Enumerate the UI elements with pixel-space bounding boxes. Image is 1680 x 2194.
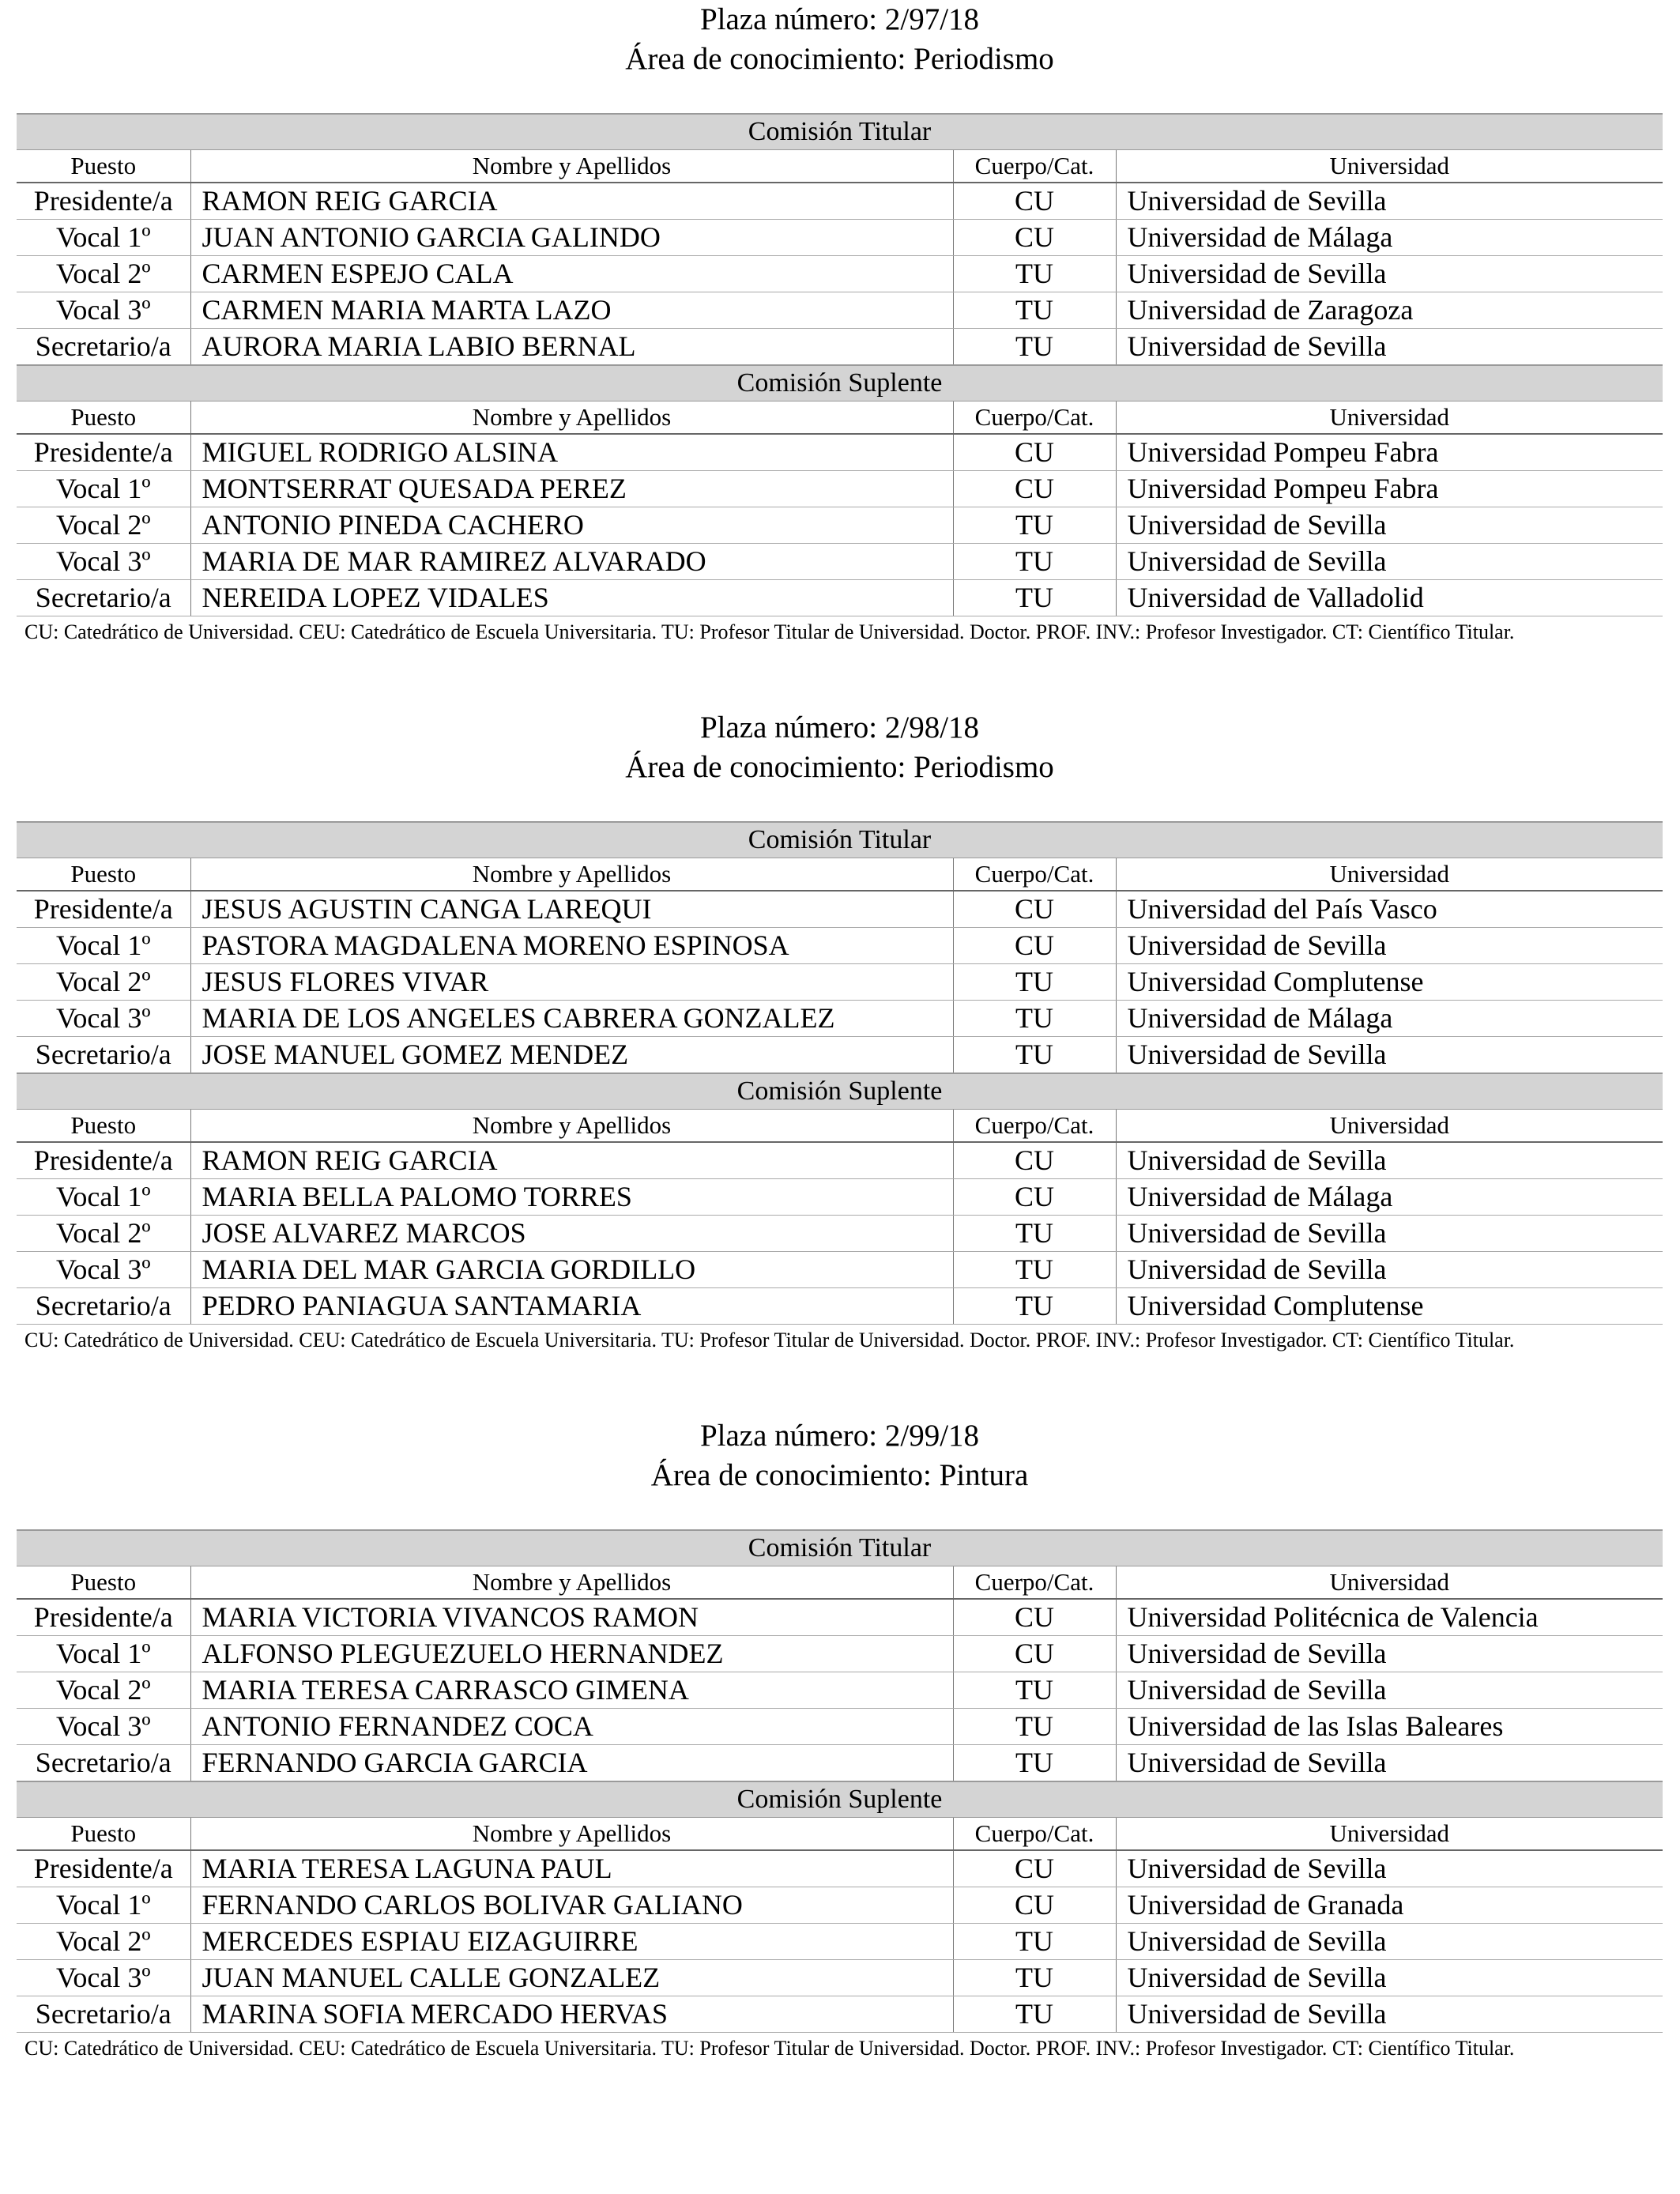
table-row <box>17 1037 1663 1074</box>
cell-puesto: Vocal 3º <box>17 544 190 580</box>
cell-universidad: Universidad Complutense <box>1116 1288 1663 1325</box>
cell-universidad: Universidad de Málaga <box>1116 1179 1663 1216</box>
cell-universidad: Universidad de Sevilla <box>1116 256 1663 292</box>
cell-universidad: Universidad de las Islas Baleares <box>1116 1709 1663 1745</box>
cell-universidad: Universidad del País Vasco <box>1116 891 1663 928</box>
table-row <box>17 1252 1663 1288</box>
cell-nombre: RAMON REIG GARCIA <box>190 183 953 220</box>
cell-puesto: Vocal 2º <box>17 1672 190 1709</box>
cell-nombre: JOSE ALVAREZ MARCOS <box>190 1216 953 1252</box>
commission-table <box>17 1529 1663 2033</box>
table-row <box>17 891 1663 928</box>
cell-puesto: Vocal 2º <box>17 1924 190 1960</box>
cell-universidad: Universidad de Sevilla <box>1116 1142 1663 1179</box>
header-nombre: Nombre y Apellidos <box>190 1566 953 1600</box>
cell-nombre: MERCEDES ESPIAU EIZAGUIRRE <box>190 1924 953 1960</box>
cell-puesto: Vocal 3º <box>17 1960 190 1996</box>
cell-puesto: Vocal 3º <box>17 1709 190 1745</box>
cell-cuerpo: TU <box>953 1001 1116 1037</box>
header-cuerpo: Cuerpo/Cat. <box>953 150 1116 183</box>
cell-puesto: Secretario/a <box>17 1037 190 1074</box>
cell-cuerpo: CU <box>953 183 1116 220</box>
cell-nombre: MARIA TERESA LAGUNA PAUL <box>190 1850 953 1887</box>
cell-puesto: Presidente/a <box>17 891 190 928</box>
cell-nombre: ANTONIO FERNANDEZ COCA <box>190 1709 953 1745</box>
cell-cuerpo: TU <box>953 1288 1116 1325</box>
cell-nombre: JOSE MANUEL GOMEZ MENDEZ <box>190 1037 953 1074</box>
cell-cuerpo: TU <box>953 1672 1116 1709</box>
cell-cuerpo: TU <box>953 1252 1116 1288</box>
cell-puesto: Vocal 3º <box>17 1252 190 1288</box>
document <box>17 0 1663 2124</box>
cell-cuerpo: TU <box>953 1996 1116 2033</box>
header-cuerpo: Cuerpo/Cat. <box>953 1818 1116 1851</box>
table-row <box>17 964 1663 1001</box>
column-header-row <box>17 1566 1663 1600</box>
header-puesto: Puesto <box>17 1818 190 1851</box>
cell-puesto: Vocal 2º <box>17 256 190 292</box>
footnote-abbreviations: CU: Catedrático de Universidad. CEU: Catedrático de Escuela Universitaria. TU: Profesor Titular de Universidad. Doctor. PROF. INV.: Profesor Investigador. CT: Científico Titular. <box>24 1329 1515 1351</box>
table-row <box>17 256 1663 292</box>
suplente-commission-label: Comisión Suplente <box>17 1073 1663 1110</box>
cell-universidad: Universidad de Sevilla <box>1116 1960 1663 1996</box>
cell-cuerpo: CU <box>953 1142 1116 1179</box>
header-universidad: Universidad <box>1116 1818 1663 1851</box>
titular-commission-label: Comisión Titular <box>17 114 1663 150</box>
cell-universidad: Universidad de Sevilla <box>1116 1745 1663 1782</box>
table-row <box>17 1960 1663 1996</box>
table-row <box>17 1887 1663 1924</box>
cell-universidad: Universidad de Sevilla <box>1116 1037 1663 1074</box>
plaza-number: Plaza número: 2/97/18 <box>699 2 980 36</box>
column-header-row <box>17 1110 1663 1143</box>
cell-cuerpo: CU <box>953 1636 1116 1672</box>
table-row <box>17 292 1663 329</box>
column-header-row <box>17 1818 1663 1851</box>
cell-cuerpo: TU <box>953 1216 1116 1252</box>
cell-universidad: Universidad de Sevilla <box>1116 183 1663 220</box>
header-universidad: Universidad <box>1116 1110 1663 1143</box>
plaza-heading <box>17 0 1663 79</box>
header-universidad: Universidad <box>1116 150 1663 183</box>
cell-nombre: JESUS AGUSTIN CANGA LAREQUI <box>190 891 953 928</box>
table-row <box>17 1672 1663 1709</box>
header-nombre: Nombre y Apellidos <box>190 150 953 183</box>
cell-puesto: Vocal 1º <box>17 471 190 507</box>
cell-puesto: Vocal 2º <box>17 1216 190 1252</box>
header-nombre: Nombre y Apellidos <box>190 1110 953 1143</box>
cell-universidad: Universidad de Sevilla <box>1116 1996 1663 2033</box>
cell-universidad: Universidad de Sevilla <box>1116 1672 1663 1709</box>
cell-puesto: Vocal 2º <box>17 507 190 544</box>
titular-commission-band <box>17 114 1663 150</box>
titular-commission-label: Comisión Titular <box>17 1530 1663 1566</box>
cell-nombre: FERNANDO GARCIA GARCIA <box>190 1745 953 1782</box>
table-row <box>17 1636 1663 1672</box>
table-row <box>17 220 1663 256</box>
cell-nombre: MIGUEL RODRIGO ALSINA <box>190 434 953 471</box>
cell-universidad: Universidad de Sevilla <box>1116 1636 1663 1672</box>
cell-cuerpo: CU <box>953 434 1116 471</box>
plaza-heading <box>17 708 1663 787</box>
header-puesto: Puesto <box>17 1110 190 1143</box>
table-row <box>17 1850 1663 1887</box>
table-row <box>17 183 1663 220</box>
cell-puesto: Secretario/a <box>17 1996 190 2033</box>
cell-puesto: Presidente/a <box>17 1142 190 1179</box>
cell-universidad: Universidad Politécnica de Valencia <box>1116 1599 1663 1636</box>
table-row <box>17 434 1663 471</box>
cell-cuerpo: TU <box>953 507 1116 544</box>
cell-nombre: RAMON REIG GARCIA <box>190 1142 953 1179</box>
suplente-commission-band <box>17 1073 1663 1110</box>
header-puesto: Puesto <box>17 401 190 435</box>
cell-puesto: Vocal 1º <box>17 1636 190 1672</box>
cell-puesto: Vocal 2º <box>17 964 190 1001</box>
suplente-commission-band <box>17 365 1663 401</box>
cell-cuerpo: CU <box>953 928 1116 964</box>
cell-cuerpo: CU <box>953 1599 1116 1636</box>
header-cuerpo: Cuerpo/Cat. <box>953 401 1116 435</box>
suplente-commission-band <box>17 1781 1663 1818</box>
column-header-row <box>17 858 1663 892</box>
table-row <box>17 928 1663 964</box>
header-puesto: Puesto <box>17 150 190 183</box>
header-puesto: Puesto <box>17 858 190 892</box>
cell-universidad: Universidad de Zaragoza <box>1116 292 1663 329</box>
cell-nombre: PEDRO PANIAGUA SANTAMARIA <box>190 1288 953 1325</box>
cell-universidad: Universidad de Sevilla <box>1116 507 1663 544</box>
cell-nombre: CARMEN MARIA MARTA LAZO <box>190 292 953 329</box>
suplente-commission-label: Comisión Suplente <box>17 365 1663 401</box>
plaza-number: Plaza número: 2/98/18 <box>699 711 980 745</box>
table-row <box>17 1599 1663 1636</box>
cell-universidad: Universidad de Granada <box>1116 1887 1663 1924</box>
cell-cuerpo: CU <box>953 471 1116 507</box>
cell-nombre: PASTORA MAGDALENA MORENO ESPINOSA <box>190 928 953 964</box>
cell-nombre: AURORA MARIA LABIO BERNAL <box>190 329 953 366</box>
cell-puesto: Vocal 1º <box>17 1179 190 1216</box>
cell-nombre: MONTSERRAT QUESADA PEREZ <box>190 471 953 507</box>
cell-universidad: Universidad de Málaga <box>1116 1001 1663 1037</box>
header-puesto: Puesto <box>17 1566 190 1600</box>
cell-cuerpo: TU <box>953 1745 1116 1782</box>
suplente-commission-label: Comisión Suplente <box>17 1781 1663 1818</box>
cell-nombre: JUAN MANUEL CALLE GONZALEZ <box>190 1960 953 1996</box>
titular-commission-label: Comisión Titular <box>17 822 1663 858</box>
cell-nombre: MARINA SOFIA MERCADO HERVAS <box>190 1996 953 2033</box>
footnote-abbreviations: CU: Catedrático de Universidad. CEU: Catedrático de Escuela Universitaria. TU: Profesor Titular de Universidad. Doctor. PROF. INV.: Profesor Investigador. CT: Científico Titular. <box>24 2037 1515 2060</box>
cell-universidad: Universidad Complutense <box>1116 964 1663 1001</box>
cell-nombre: MARIA VICTORIA VIVANCOS RAMON <box>190 1599 953 1636</box>
header-cuerpo: Cuerpo/Cat. <box>953 858 1116 892</box>
table-row <box>17 1745 1663 1782</box>
cell-universidad: Universidad de Málaga <box>1116 220 1663 256</box>
cell-puesto: Secretario/a <box>17 329 190 366</box>
column-header-row <box>17 401 1663 435</box>
cell-puesto: Vocal 3º <box>17 1001 190 1037</box>
plaza-heading <box>17 1416 1663 1495</box>
cell-cuerpo: TU <box>953 292 1116 329</box>
knowledge-area: Área de conocimiento: Periodismo <box>625 42 1054 76</box>
table-row <box>17 544 1663 580</box>
table-row <box>17 1288 1663 1325</box>
cell-universidad: Universidad de Sevilla <box>1116 1252 1663 1288</box>
header-cuerpo: Cuerpo/Cat. <box>953 1110 1116 1143</box>
cell-puesto: Vocal 3º <box>17 292 190 329</box>
titular-commission-band <box>17 1530 1663 1566</box>
cell-puesto: Secretario/a <box>17 580 190 616</box>
cell-cuerpo: CU <box>953 891 1116 928</box>
cell-nombre: MARIA DE MAR RAMIREZ ALVARADO <box>190 544 953 580</box>
cell-nombre: MARIA DE LOS ANGELES CABRERA GONZALEZ <box>190 1001 953 1037</box>
table-row <box>17 1709 1663 1745</box>
table-row <box>17 1001 1663 1037</box>
cell-cuerpo: TU <box>953 1924 1116 1960</box>
cell-puesto: Presidente/a <box>17 1599 190 1636</box>
cell-nombre: CARMEN ESPEJO CALA <box>190 256 953 292</box>
table-row <box>17 1924 1663 1960</box>
titular-commission-band <box>17 822 1663 858</box>
header-universidad: Universidad <box>1116 858 1663 892</box>
header-nombre: Nombre y Apellidos <box>190 401 953 435</box>
table-row <box>17 580 1663 616</box>
cell-puesto: Presidente/a <box>17 434 190 471</box>
cell-universidad: Universidad Pompeu Fabra <box>1116 471 1663 507</box>
cell-universidad: Universidad de Valladolid <box>1116 580 1663 616</box>
knowledge-area: Área de conocimiento: Periodismo <box>625 750 1054 784</box>
cell-cuerpo: CU <box>953 220 1116 256</box>
cell-cuerpo: TU <box>953 1037 1116 1074</box>
footnote-abbreviations: CU: Catedrático de Universidad. CEU: Catedrático de Escuela Universitaria. TU: Profesor Titular de Universidad. Doctor. PROF. INV.: Profesor Investigador. CT: Científico Titular. <box>24 620 1515 643</box>
cell-universidad: Universidad Pompeu Fabra <box>1116 434 1663 471</box>
cell-puesto: Presidente/a <box>17 183 190 220</box>
cell-universidad: Universidad de Sevilla <box>1116 544 1663 580</box>
cell-puesto: Presidente/a <box>17 1850 190 1887</box>
cell-cuerpo: TU <box>953 1709 1116 1745</box>
table-row <box>17 1216 1663 1252</box>
cell-universidad: Universidad de Sevilla <box>1116 1216 1663 1252</box>
plaza-section <box>17 0 1663 708</box>
cell-cuerpo: TU <box>953 329 1116 366</box>
cell-cuerpo: TU <box>953 544 1116 580</box>
cell-cuerpo: CU <box>953 1850 1116 1887</box>
cell-puesto: Vocal 1º <box>17 220 190 256</box>
cell-cuerpo: CU <box>953 1179 1116 1216</box>
table-row <box>17 1142 1663 1179</box>
column-header-row <box>17 150 1663 183</box>
cell-nombre: MARIA DEL MAR GARCIA GORDILLO <box>190 1252 953 1288</box>
cell-puesto: Vocal 1º <box>17 928 190 964</box>
cell-puesto: Secretario/a <box>17 1745 190 1782</box>
cell-cuerpo: CU <box>953 1887 1116 1924</box>
table-row <box>17 1996 1663 2033</box>
cell-nombre: NEREIDA LOPEZ VIDALES <box>190 580 953 616</box>
cell-universidad: Universidad de Sevilla <box>1116 928 1663 964</box>
cell-universidad: Universidad de Sevilla <box>1116 1850 1663 1887</box>
cell-universidad: Universidad de Sevilla <box>1116 1924 1663 1960</box>
cell-nombre: MARIA BELLA PALOMO TORRES <box>190 1179 953 1216</box>
table-row <box>17 329 1663 366</box>
plaza-number: Plaza número: 2/99/18 <box>699 1419 980 1453</box>
table-row <box>17 1179 1663 1216</box>
cell-cuerpo: TU <box>953 256 1116 292</box>
table-row <box>17 507 1663 544</box>
plaza-section <box>17 708 1663 1416</box>
cell-cuerpo: TU <box>953 580 1116 616</box>
header-universidad: Universidad <box>1116 1566 1663 1600</box>
knowledge-area: Área de conocimiento: Pintura <box>650 1458 1029 1492</box>
header-nombre: Nombre y Apellidos <box>190 858 953 892</box>
plaza-section <box>17 1416 1663 2124</box>
cell-nombre: ANTONIO PINEDA CACHERO <box>190 507 953 544</box>
cell-nombre: ALFONSO PLEGUEZUELO HERNANDEZ <box>190 1636 953 1672</box>
header-cuerpo: Cuerpo/Cat. <box>953 1566 1116 1600</box>
commission-table <box>17 821 1663 1325</box>
cell-puesto: Secretario/a <box>17 1288 190 1325</box>
cell-nombre: JESUS FLORES VIVAR <box>190 964 953 1001</box>
header-nombre: Nombre y Apellidos <box>190 1818 953 1851</box>
cell-universidad: Universidad de Sevilla <box>1116 329 1663 366</box>
table-row <box>17 471 1663 507</box>
cell-puesto: Vocal 1º <box>17 1887 190 1924</box>
header-universidad: Universidad <box>1116 401 1663 435</box>
cell-nombre: JUAN ANTONIO GARCIA GALINDO <box>190 220 953 256</box>
commission-table <box>17 113 1663 616</box>
cell-nombre: FERNANDO CARLOS BOLIVAR GALIANO <box>190 1887 953 1924</box>
cell-nombre: MARIA TERESA CARRASCO GIMENA <box>190 1672 953 1709</box>
cell-cuerpo: TU <box>953 964 1116 1001</box>
cell-cuerpo: TU <box>953 1960 1116 1996</box>
